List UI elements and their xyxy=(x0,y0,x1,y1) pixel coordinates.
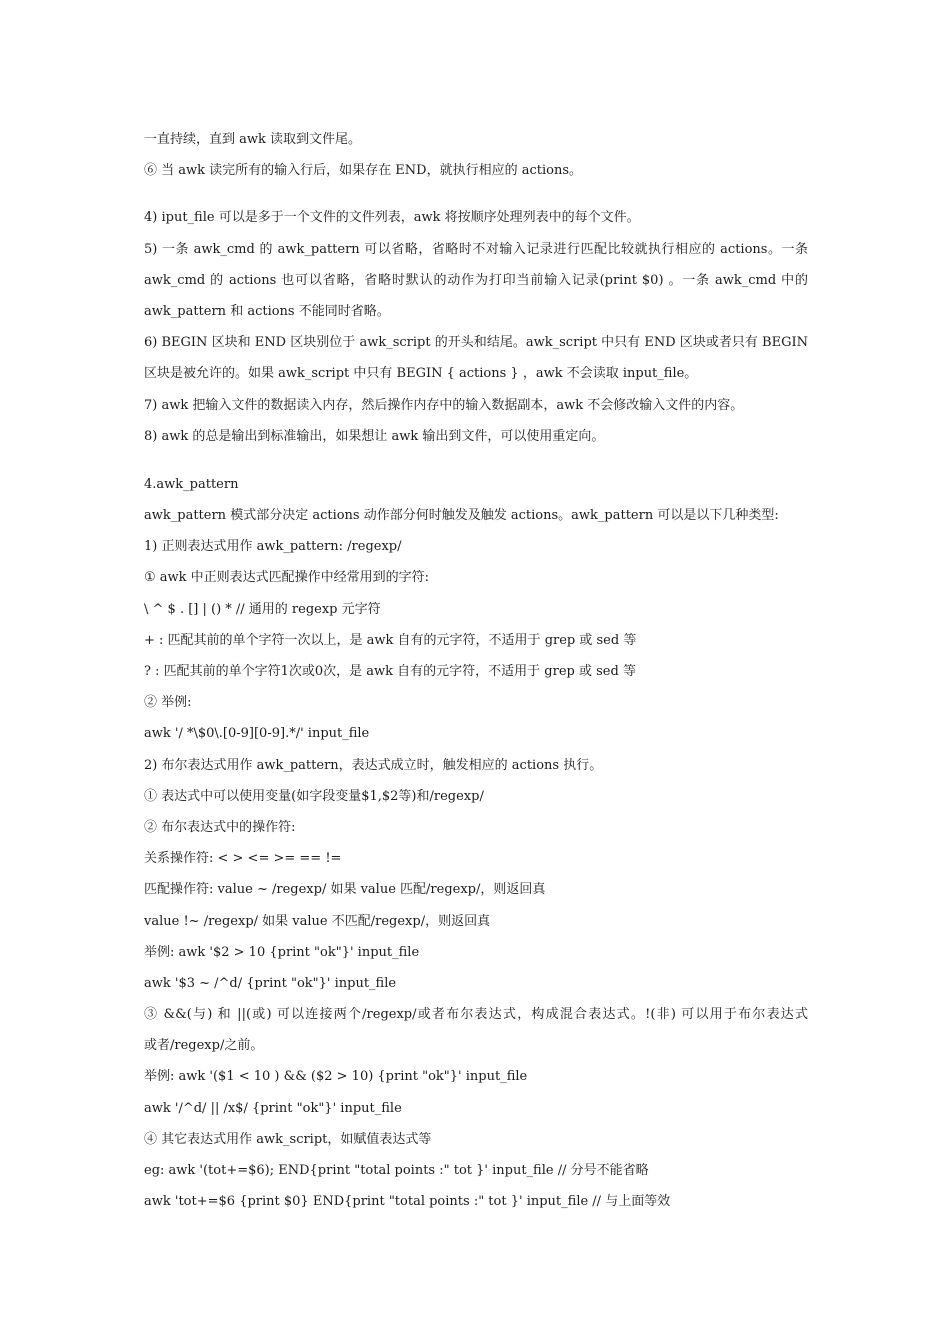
text-line: ⑥ 当 awk 读完所有的输入行后，如果存在 END，就执行相应的 actions。 xyxy=(144,163,582,179)
text-line: ① 表达式中可以使用变量(如字段变量$1,$2等)和/regexp/ xyxy=(144,788,484,804)
text-line: ? : 匹配其前的单个字符1次或0次，是 awk 自有的元字符，不适用于 grep 或 sed 等 xyxy=(144,664,636,679)
text-line: 关系操作符: < > <= >= == != xyxy=(144,851,342,867)
text-line: + : 匹配其前的单个字符一次以上，是 awk 自有的元字符，不适用于 grep 或 sed 等 xyxy=(144,632,637,648)
text-line: \ ^ $ . [] | () * // 通用的 regexp 元字符 xyxy=(144,601,381,617)
document-body xyxy=(144,124,808,1217)
code-line: 举例: awk '($1 < 10 ) && ($2 > 10) {print "ok"}' input_file xyxy=(144,1069,528,1085)
code-line: 举例: awk '$2 > 10 {print "ok"}' input_file xyxy=(144,944,420,960)
code-line: awk '/ *\$0\.[0-9][0-9].*/' input_file xyxy=(144,726,370,742)
text-line: ② 布尔表达式中的操作符: xyxy=(144,819,296,835)
code-line: eg: awk '(tot+=$6); END{print "total points :" tot }' input_file // 分号不能省略 xyxy=(144,1163,649,1178)
paragraph-gap xyxy=(144,452,808,469)
text-line: 7) awk 把输入文件的数据读入内存，然后操作内存中的输入数据副本，awk 不会修改输入文件的内容。 xyxy=(144,397,744,413)
text-line: 4) iput_file 可以是多于一个文件的文件列表，awk 将按顺序处理列表中的每个文件。 xyxy=(144,210,640,226)
code-line: awk '$3 ~ /^d/ {print "ok"}' input_file xyxy=(144,975,397,991)
text-line: 一直持续，直到 awk 读取到文件尾。 xyxy=(144,132,362,147)
text-line: awk_pattern 和 actions 不能同时省略。 xyxy=(144,303,390,319)
text-line: 匹配操作符: value ~ /regexp/ 如果 value 匹配/regexp/，则返回真 xyxy=(144,882,546,898)
text-line: value !~ /regexp/ 如果 value 不匹配/regexp/，则返回真 xyxy=(144,913,491,929)
code-line: awk '/^d/ || /x$/ {print "ok"}' input_file xyxy=(144,1100,402,1116)
section-heading: 4.awk_pattern xyxy=(144,476,239,492)
text-line: 6) BEGIN 区块和 END 区块别位于 awk_script 的开头和结尾。awk_script 中只有 END 区块或者只有 BEGIN xyxy=(144,335,808,351)
text-line: 或者/regexp/之前。 xyxy=(144,1038,264,1054)
text-line: 5) 一条 awk_cmd 的 awk_pattern 可以省略，省略时不对输入记录进行匹配比较就执行相应的 actions。一条 xyxy=(144,241,808,257)
text-line: ② 举例: xyxy=(144,695,192,711)
text-line: 8) awk 的总是输出到标准输出，如果想让 awk 输出到文件，可以使用重定向。 xyxy=(144,428,605,444)
text-line: 1) 正则表达式用作 awk_pattern: /regexp/ xyxy=(144,539,402,555)
text-line: awk_cmd 的 actions 也可以省略，省略时默认的动作为打印当前输入记录(print $0) 。一条 awk_cmd 中的 xyxy=(144,272,808,288)
paragraph-gap xyxy=(144,186,808,202)
text-line: 2) 布尔表达式用作 awk_pattern，表达式成立时，触发相应的 actions 执行。 xyxy=(144,757,603,773)
text-line: ④ 其它表达式用作 awk_script，如赋值表达式等 xyxy=(144,1131,432,1147)
text-line: ③ &&(与) 和 ||(或) 可以连接两个/regexp/或者布尔表达式，构成混合表达式。!(非) 可以用于布尔表达式 xyxy=(144,1007,808,1023)
code-line: awk 'tot+=$6 {print $0} END{print "total points :" tot }' input_file // 与上面等效 xyxy=(144,1194,671,1210)
text-line: 区块是被允许的。如果 awk_script 中只有 BEGIN { actions } ，awk 不会读取 input_file。 xyxy=(144,366,698,382)
text-line: ① awk 中正则表达式匹配操作中经常用到的字符: xyxy=(144,570,430,586)
text-line: awk_pattern 模式部分决定 actions 动作部分何时触发及触发 actions。awk_pattern 可以是以下几种类型: xyxy=(144,508,779,524)
